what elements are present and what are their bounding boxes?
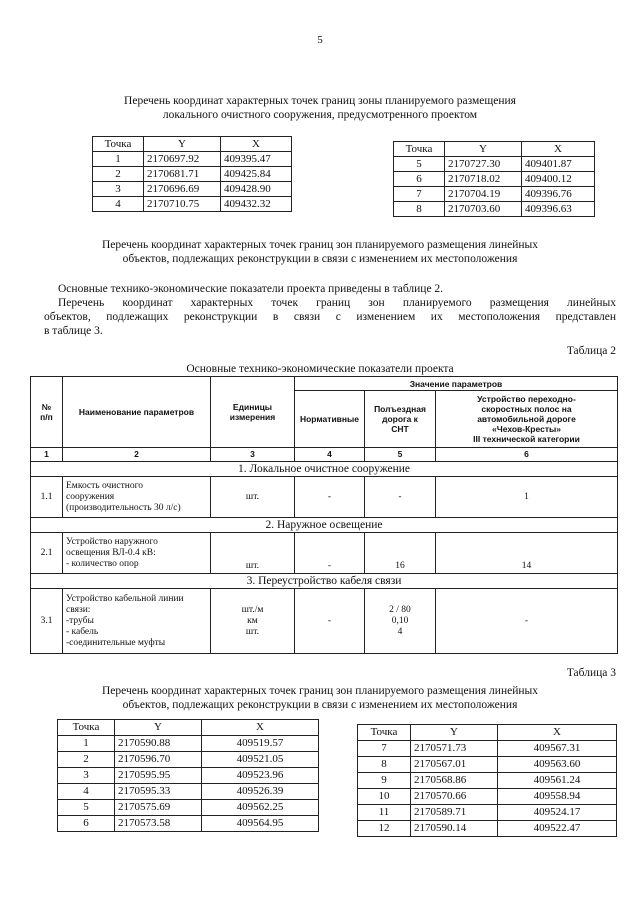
cell-point: 8 xyxy=(358,757,411,773)
intro-paragraph-2-line1: Перечень координат характерных точек границ зон планируемого размещения линейных xyxy=(58,297,616,309)
cell-y: 2170568.86 xyxy=(411,773,498,789)
section2-title-line1: Перечень координат характерных точек границ зон планируемого размещения линейных xyxy=(101,239,538,251)
cell-normative: - xyxy=(295,477,365,518)
cell-y: 2170567.01 xyxy=(411,757,498,773)
cell-y: 2170710.75 xyxy=(144,197,221,212)
cell-point: 8 xyxy=(394,202,445,217)
table-row xyxy=(358,821,617,837)
cell-name: Устройство наружного освещения ВЛ-0.4 кВ: - количество опор xyxy=(63,533,211,574)
table-header-row xyxy=(358,725,617,741)
table-row xyxy=(58,784,319,800)
col-header-x: X xyxy=(221,137,292,152)
cell-y: 2170703.60 xyxy=(445,202,522,217)
section1-title-line2: локального очистного сооружения, предусмотренного проектом xyxy=(162,109,478,121)
cell-point: 3 xyxy=(58,768,115,784)
table-numbering-row xyxy=(31,448,618,462)
cell-x: 409401.87 xyxy=(522,157,595,172)
cell-normative: - xyxy=(295,589,365,654)
col-number: 6 xyxy=(436,448,618,462)
cell-x: 409526.39 xyxy=(202,784,319,800)
intro-paragraph-2 xyxy=(44,296,616,338)
cell-x: 409523.96 xyxy=(202,768,319,784)
coord-table-1-right xyxy=(393,141,595,217)
cell-y: 2170570.66 xyxy=(411,789,498,805)
cell-number: 1.1 xyxy=(31,477,63,518)
cell-y: 2170718.02 xyxy=(445,172,522,187)
cell-point: 3 xyxy=(93,182,144,197)
cell-number: 3.1 xyxy=(31,589,63,654)
col-number: 2 xyxy=(63,448,211,462)
col-number: 1 xyxy=(31,448,63,462)
cell-x: 409524.17 xyxy=(498,805,617,821)
col-number: 3 xyxy=(211,448,295,462)
table-row xyxy=(58,816,319,832)
cell-x: 409428.90 xyxy=(221,182,292,197)
cell-point: 9 xyxy=(358,773,411,789)
col-header-x: X xyxy=(522,142,595,157)
cell-x: 409521.05 xyxy=(202,752,319,768)
tech-indicators-table xyxy=(30,376,618,654)
cell-point: 5 xyxy=(58,800,115,816)
section2-title-line2: объектов, подлежащих реконструкции в связи с изменением их местоположения xyxy=(122,253,518,265)
col-header-x: X xyxy=(498,725,617,741)
section-title: 1. Локальное очистное сооружение xyxy=(31,462,618,477)
cell-y: 2170595.33 xyxy=(115,784,202,800)
cell-point: 4 xyxy=(93,197,144,212)
cell-y: 2170590.88 xyxy=(115,736,202,752)
cell-point: 6 xyxy=(394,172,445,187)
col-header-y: Y xyxy=(445,142,522,157)
table-row xyxy=(358,741,617,757)
section-title: 3. Переустройство кабеля связи xyxy=(31,574,618,589)
table-row xyxy=(58,736,319,752)
col-header-name: Наименование параметров xyxy=(63,377,211,448)
table-header-row xyxy=(31,377,618,391)
section2-title xyxy=(40,238,600,266)
cell-unit: шт. xyxy=(211,477,295,518)
cell-unit: шт./м км шт. xyxy=(211,589,295,654)
table2-label: Таблица 2 xyxy=(566,345,616,357)
col-number: 4 xyxy=(295,448,365,462)
table-row xyxy=(394,157,595,172)
table-header-row xyxy=(58,720,319,736)
cell-x: 409396.76 xyxy=(522,187,595,202)
cell-x: 409519.57 xyxy=(202,736,319,752)
cell-x: 409561.24 xyxy=(498,773,617,789)
cell-acceleration-lanes: 14 xyxy=(436,533,618,574)
table-row xyxy=(358,773,617,789)
table-row xyxy=(31,533,618,574)
section1-title xyxy=(40,94,600,122)
col-header-y: Y xyxy=(144,137,221,152)
cell-point: 1 xyxy=(58,736,115,752)
table-row xyxy=(358,757,617,773)
cell-point: 7 xyxy=(394,187,445,202)
cell-y: 2170575.69 xyxy=(115,800,202,816)
table-row xyxy=(31,477,618,518)
col-header-point: Точка xyxy=(358,725,411,741)
cell-point: 10 xyxy=(358,789,411,805)
cell-x: 409395.47 xyxy=(221,152,292,167)
table2-title: Основные технико-экономические показатели проекта xyxy=(186,363,454,375)
cell-y: 2170573.58 xyxy=(115,816,202,832)
section3-title-line1: Перечень координат характерных точек границ зон планируемого размещения линейных xyxy=(101,685,538,697)
col-header-x: X xyxy=(202,720,319,736)
table-row xyxy=(358,805,617,821)
table-header-row xyxy=(93,137,292,152)
col-header-point: Точка xyxy=(93,137,144,152)
section3-title-line2: объектов, подлежащих реконструкции в связи с изменением их местоположения xyxy=(122,699,518,711)
cell-unit: шт. xyxy=(211,533,295,574)
cell-access-road: - xyxy=(365,477,436,518)
cell-x: 409563.60 xyxy=(498,757,617,773)
cell-x: 409432.32 xyxy=(221,197,292,212)
col-header-y: Y xyxy=(411,725,498,741)
cell-name: Емкость очистного сооружения (производительность 30 л/с) xyxy=(63,477,211,518)
cell-point: 6 xyxy=(58,816,115,832)
col-header-values: Значение параметров xyxy=(295,377,618,391)
cell-x: 409400.12 xyxy=(522,172,595,187)
cell-acceleration-lanes: 1 xyxy=(436,477,618,518)
cell-x: 409562.25 xyxy=(202,800,319,816)
cell-point: 2 xyxy=(58,752,115,768)
cell-point: 12 xyxy=(358,821,411,837)
col-header-number: № п/п xyxy=(31,377,63,448)
page-number: 5 xyxy=(317,34,323,46)
col-header-unit: Единицы измерения xyxy=(211,377,295,448)
intro-paragraph-2-line3: в таблице 3. xyxy=(44,325,103,337)
cell-x: 409558.94 xyxy=(498,789,617,805)
table-header-row xyxy=(394,142,595,157)
intro-paragraph-1: Основные технико-экономические показатели проекта приведены в таблице 2. xyxy=(58,283,444,295)
col-header-acceleration-lanes: Устройство переходно- скоростных полос на автомобильной дороге «Чехов-Кресты» III технической категории xyxy=(436,391,618,448)
cell-y: 2170697.92 xyxy=(144,152,221,167)
section1-title-line1: Перечень координат характерных точек границ зоны планируемого размещения xyxy=(124,95,516,107)
cell-point: 5 xyxy=(394,157,445,172)
cell-acceleration-lanes: - xyxy=(436,589,618,654)
coord-table-3-left xyxy=(57,719,319,832)
cell-x: 409522.47 xyxy=(498,821,617,837)
table-row xyxy=(394,172,595,187)
table3-label: Таблица 3 xyxy=(566,667,616,679)
cell-y: 2170571.73 xyxy=(411,741,498,757)
cell-y: 2170681.71 xyxy=(144,167,221,182)
coord-table-1-left xyxy=(92,136,292,212)
table-row xyxy=(93,182,292,197)
cell-x: 409567.31 xyxy=(498,741,617,757)
table-row xyxy=(93,152,292,167)
cell-number: 2.1 xyxy=(31,533,63,574)
cell-y: 2170727.30 xyxy=(445,157,522,172)
cell-y: 2170595.95 xyxy=(115,768,202,784)
col-header-point: Точка xyxy=(394,142,445,157)
table-row xyxy=(93,197,292,212)
section-row xyxy=(31,574,618,589)
cell-y: 2170589.71 xyxy=(411,805,498,821)
cell-point: 2 xyxy=(93,167,144,182)
section-title: 2. Наружное освещение xyxy=(31,518,618,533)
cell-x: 409425.84 xyxy=(221,167,292,182)
cell-y: 2170696.69 xyxy=(144,182,221,197)
table-row xyxy=(58,800,319,816)
table-row xyxy=(58,768,319,784)
table-row xyxy=(358,789,617,805)
cell-name: Устройство кабельной линии связи: -трубы - кабель -соединительные муфты xyxy=(63,589,211,654)
cell-point: 1 xyxy=(93,152,144,167)
cell-access-road: 16 xyxy=(365,533,436,574)
cell-x: 409396.63 xyxy=(522,202,595,217)
table-row xyxy=(93,167,292,182)
section-row xyxy=(31,462,618,477)
cell-normative: - xyxy=(295,533,365,574)
table-row xyxy=(31,589,618,654)
col-header-access-road: Полъездная дорога к СНТ xyxy=(365,391,436,448)
coord-table-3-right xyxy=(357,724,617,837)
cell-access-road: 2 / 80 0,10 4 xyxy=(365,589,436,654)
cell-point: 4 xyxy=(58,784,115,800)
col-header-normative: Нормативные xyxy=(295,391,365,448)
cell-point: 7 xyxy=(358,741,411,757)
intro-paragraph-2-line2: объектов, подлежащих реконструкции в связи с изменением их местоположения представлен xyxy=(44,311,616,323)
cell-y: 2170704.19 xyxy=(445,187,522,202)
table-row xyxy=(394,202,595,217)
table-row xyxy=(58,752,319,768)
section3-title xyxy=(40,684,600,712)
cell-y: 2170590.14 xyxy=(411,821,498,837)
col-number: 5 xyxy=(365,448,436,462)
section-row xyxy=(31,518,618,533)
cell-point: 11 xyxy=(358,805,411,821)
col-header-point: Точка xyxy=(58,720,115,736)
table-row xyxy=(394,187,595,202)
cell-x: 409564.95 xyxy=(202,816,319,832)
col-header-y: Y xyxy=(115,720,202,736)
cell-y: 2170596.70 xyxy=(115,752,202,768)
